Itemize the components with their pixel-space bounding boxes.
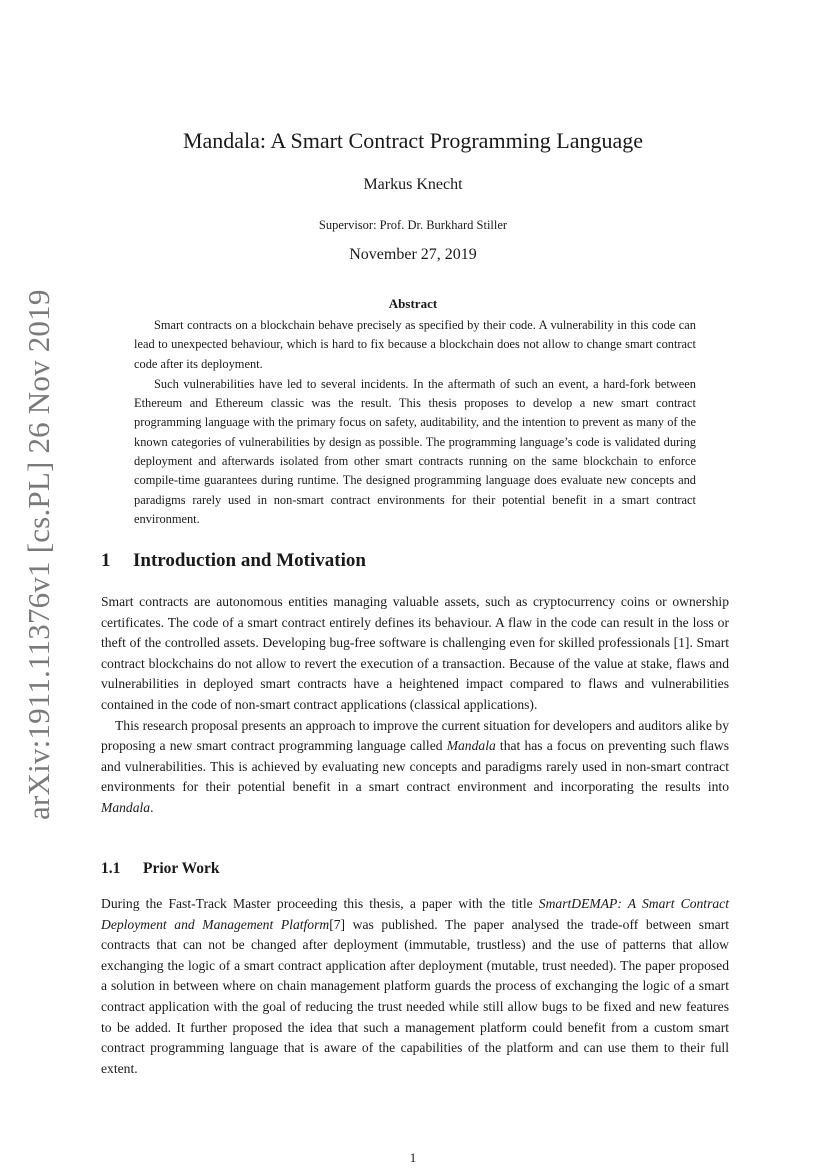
body-paragraph: Smart contracts are autonomous entities managing valuable assets, such as cryptocurrency coins or ownership certificates. The code of a smart contract entirely defines its behaviour. A flaw in the code can result in the loss or theft of the controlled assets. Developing bug-free software is challenging even for skilled professionals [1]. Smart contract blockchains do not allow to revert the execution of a transaction. Because of the value at stake, flaws and vulnerabilities in deployed smart contracts have a heightened impact compared to flaws and vulnerabilities contained in the code of non-smart contract applications (classical applications). (101, 594, 729, 712)
abstract-heading: Abstract (388, 296, 438, 311)
abstract-paragraph: Such vulnerabilities have led to several incidents. In the aftermath of such an event, a hard-fork between Ethereum and Ethereum classic was the result. This thesis proposes to develop a new smart contract programming language with the primary focus on safety, auditability, and the intention to prevent as many of the known categories of vulnerabilities by design as possible. The programming language’s code is validated during deployment and afterwards isolated from other smart contracts running on the same blockchain to enforce compile-time guarantees during runtime. The designed programming language does evaluate new concepts and paradigms rarely used in non-smart contract environments for their potential benefit in a smart contract environment. (134, 376, 696, 526)
subsection-heading (101, 860, 220, 878)
page-number: 1 (409, 1150, 417, 1165)
abstract-body (134, 316, 696, 529)
author-name: Markus Knecht (363, 176, 463, 193)
emphasized-term: Mandala (446, 738, 496, 754)
text-run: This research proposal presents an approach to improve the current situation for developers and auditors alike by proposing a new smart contract programming language called (101, 717, 729, 754)
text-run: During the Fast-Track Master proceeding this thesis, a paper with the title (101, 896, 539, 911)
abstract-paragraph: Smart contracts on a blockchain behave precisely as specified by their code. A vulnerability in this code can lead to unexpected behaviour, which is hard to fix because a blockchain does not allow to change smart contract code after its deployment. (134, 318, 696, 371)
body-paragraph (101, 716, 729, 819)
supervisor-line: Supervisor: Prof. Dr. Burkhard Stiller (318, 218, 508, 232)
paper-title: Mandala: A Smart Contract Programming Language (182, 128, 644, 153)
text-run: [7] was published. The paper analysed the trade-off between smart contracts that can not be changed after deployment (immutable, trustless) and the use of patterns that allow exchanging the logic of a smart contract application after deployment (mutable, trust needed). The paper proposed a solution in between where on chain management platform guards the process of exchanging the logic of a smart contract application with the goal of reducing the trust needed while still allow bugs to be fixed and new features to be added. It further proposed the idea that such a management platform could benefit from a custom smart contract programming language that is aware of the capabilities of the platform and can use them to their full extent. (101, 916, 729, 1076)
prior-work-body (101, 894, 729, 1079)
body-paragraph (101, 894, 729, 1079)
section-title: Introduction and Motivation (133, 550, 366, 571)
arxiv-identifier-stamp: arXiv:1911.11376v1 [cs.PL] 26 Nov 2019 (21, 289, 56, 820)
section-number: 1 (101, 550, 111, 571)
subsection-title: Prior Work (143, 860, 220, 877)
introduction-body (101, 592, 729, 819)
emphasized-title: SmartDEMAP: A Smart Contract Deployment and Management Platform (101, 896, 729, 932)
text-run: that has a focus on preventing such flaws and vulnerabilities. This is achieved by evaluating new concepts and paradigms rarely used in non-smart contract environments for their potential benefit in a smart contract environment and incorporating the results into (101, 738, 729, 795)
section-heading (101, 550, 366, 572)
subsection-number: 1.1 (101, 860, 121, 877)
emphasized-term: Mandala (101, 799, 151, 815)
text-run: . (150, 799, 154, 815)
paper-date: November 27, 2019 (349, 246, 477, 263)
